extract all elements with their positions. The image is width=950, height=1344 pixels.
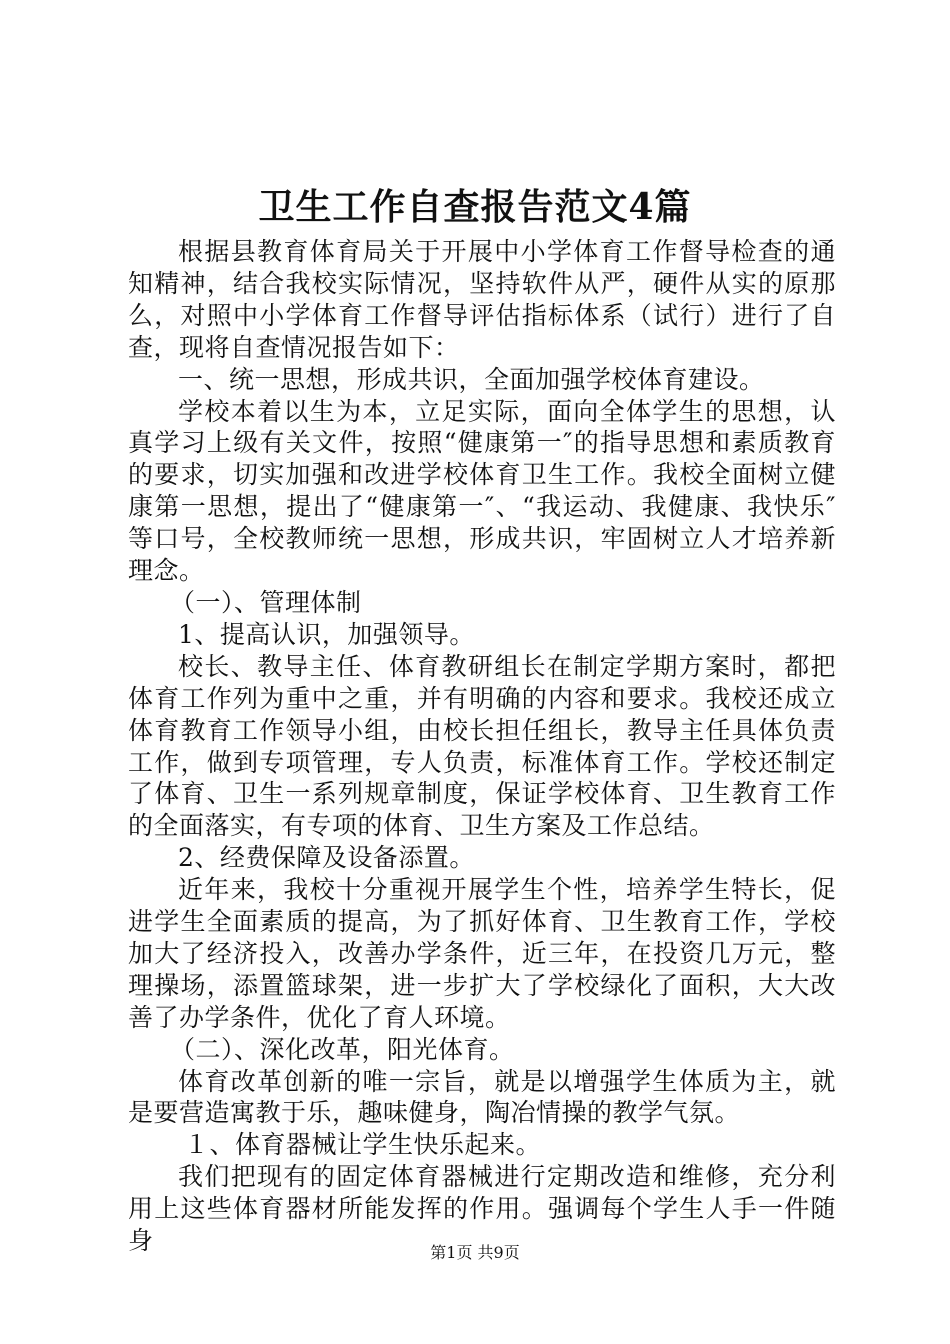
heading-section-1: 一、统一思想，形成共识，全面加强学校体育建设。 xyxy=(178,364,765,394)
paragraph-reform: 体育改革创新的唯一宗旨，就是以增强学生体质为主，就是要营造寓教于乐，趣味健身，陶冶情操的教学气氛。 xyxy=(128,1066,836,1128)
paragraph-equipment: 我们把现有的固定体育器械进行定期改造和维修，充分利用上这些体育器材所能发挥的作用。强调每个学生人手一件随身 xyxy=(128,1162,836,1256)
document-title: 卫生工作自查报告范文4篇 xyxy=(258,186,692,228)
heading-equipment: １、体育器械让学生快乐起来。 xyxy=(184,1130,542,1160)
paragraph-leadership: 校长、教导主任、体育教研组长在制定学期方案时，都把体育工作列为重中之重，并有明确的内容和要求。我校还成立体育教育工作领导小组，由校长担任组长，教导主任具体负责工作，做到专项管理，专人负责，标准体育工作。学校还制定了体育、卫生一系列规章制度，保证学校体育、卫生教育工作的全面落实，有专项的体育、卫生方案及工作总结。 xyxy=(128,651,836,841)
heading-funding: 2、经费保障及设备添置。 xyxy=(178,843,475,873)
heading-management: （一）、管理体制 xyxy=(170,587,362,617)
paragraph-funding: 近年来，我校十分重视开展学生个性，培养学生特长，促进学生全面素质的提高，为了抓好体育、卫生教育工作，学校加大了经济投入，改善办学条件，近三年，在投资几万元，整理操场，添置篮球架，进一步扩大了学校绿化了面积，大大改善了办学条件，优化了育人环境。 xyxy=(128,875,836,1032)
heading-reform: （二）、深化改革，阳光体育。 xyxy=(170,1034,515,1064)
document-body xyxy=(128,236,836,1257)
page-number: 第1页 共9页 xyxy=(430,1243,520,1262)
heading-leadership: 1、提高认识，加强领导。 xyxy=(178,619,475,649)
paragraph-intro: 根据县教育体育局关于开展中小学体育工作督导检查的通知精神，结合我校实际情况，坚持软件从严，硬件从实的原那么，对照中小学体育工作督导评估指标体系（试行）进行了自查，现将自查情况报告如下： xyxy=(128,237,836,362)
paragraph-philosophy: 学校本着以生为本，立足实际，面向全体学生的思想，认真学习上级有关文件，按照“健康第一″的指导思想和素质教育的要求，切实加强和改进学校体育卫生工作。我校全面树立健康第一思想，提出了“健康第一″、“我运动、我健康、我快乐″等口号，全校教师统一思想，形成共识，牢固树立人才培养新理念。 xyxy=(128,396,836,586)
